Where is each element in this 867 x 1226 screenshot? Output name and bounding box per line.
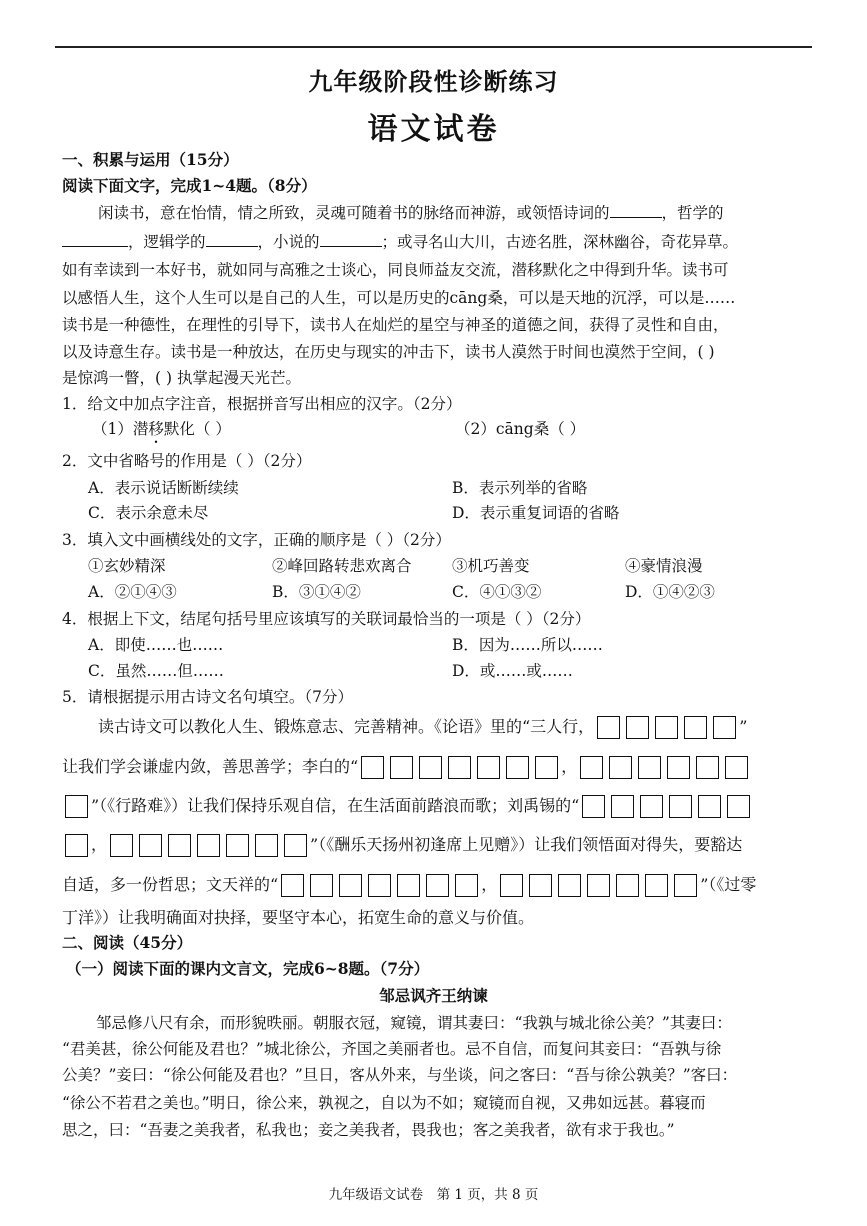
option-c[interactable]: C．④①③② bbox=[452, 583, 542, 601]
passage-line: 以感悟人生，这个人生可以是自己的人生，可以是历史的cāng桑，可以是天地的沉浮，可以是…… bbox=[62, 289, 736, 307]
answer-box[interactable] bbox=[455, 874, 478, 897]
q5-line: 让我们学会谦虚内敛，善思善学；李白的“ ， bbox=[62, 756, 751, 779]
q5-line: ， ”（《酬乐天扬州初逢席上见赠》）让我们领悟面对得失，要豁达 bbox=[62, 834, 742, 857]
answer-box[interactable] bbox=[611, 795, 634, 818]
answer-box[interactable] bbox=[669, 795, 692, 818]
answer-box[interactable] bbox=[616, 874, 639, 897]
passage-line: 是惊鸿一瞥，( ) 执掌起漫天光芒。 bbox=[62, 369, 301, 387]
answer-box[interactable] bbox=[655, 716, 678, 739]
answer-box[interactable] bbox=[597, 716, 620, 739]
answer-box[interactable] bbox=[638, 756, 661, 779]
answer-box[interactable] bbox=[535, 756, 558, 779]
answer-box[interactable] bbox=[500, 874, 523, 897]
answer-box[interactable] bbox=[609, 756, 632, 779]
answer-box[interactable] bbox=[506, 756, 529, 779]
answer-box[interactable] bbox=[284, 834, 307, 857]
answer-box[interactable] bbox=[110, 834, 133, 857]
option-c[interactable]: C．表示余意未尽 bbox=[88, 504, 209, 522]
header-rule bbox=[55, 46, 812, 48]
phrase-4: ④豪情浪漫 bbox=[625, 557, 703, 575]
q5-line: 丁洋》）让我明确面对抉择，要坚守本心，拓宽生命的意义与价值。 bbox=[62, 908, 535, 927]
answer-box[interactable] bbox=[281, 874, 304, 897]
classical-line: “君美甚，徐公何能及君也？”城北徐公，齐国之美丽者也。忌不自信，而复问其妾曰：“吾孰与徐 bbox=[62, 1040, 722, 1058]
classical-line: “徐公不若君之美也。”明日，徐公来，孰视之，自以为不如；窥镜而自视，又弗如远甚。暮寝而 bbox=[62, 1094, 706, 1112]
answer-box[interactable] bbox=[529, 874, 552, 897]
fill-blank[interactable] bbox=[610, 202, 662, 218]
exam-title: 九年级阶段性诊断练习 bbox=[308, 67, 559, 96]
answer-box[interactable] bbox=[197, 834, 220, 857]
q5-line: 自适，多一份哲思；文天祥的“ ， ”（《过零 bbox=[62, 874, 756, 897]
answer-box[interactable] bbox=[397, 874, 420, 897]
classical-line: 思之，曰：“吾妻之美我者，私我也；妾之美我者，畏我也；客之美我者，欲有求于我也。” bbox=[62, 1121, 675, 1139]
answer-box[interactable] bbox=[667, 756, 690, 779]
fill-blank[interactable] bbox=[320, 231, 382, 247]
answer-box[interactable] bbox=[645, 874, 668, 897]
section-heading: 二、阅读（45分） bbox=[62, 933, 193, 952]
answer-box[interactable] bbox=[339, 874, 362, 897]
passage-line: ，逻辑学的 ，小说的 ；或寻名山大川，古迹名胜，深林幽谷，奇花异草。 bbox=[62, 231, 738, 253]
question-2: 2．文中省略号的作用是（ ）（2分） bbox=[62, 452, 312, 470]
answer-box[interactable] bbox=[580, 756, 603, 779]
answer-box[interactable] bbox=[310, 874, 333, 897]
q5-line: 读古诗文可以教化人生、锻炼意志、完善精神。《论语》里的“三人行， ” bbox=[98, 716, 747, 739]
answer-box[interactable] bbox=[65, 834, 88, 857]
option-c[interactable]: C．虽然……但…… bbox=[88, 662, 224, 680]
answer-box[interactable] bbox=[226, 834, 249, 857]
option-a[interactable]: A．表示说话断断续续 bbox=[88, 479, 239, 497]
option-b[interactable]: B．表示列举的省略 bbox=[452, 479, 588, 497]
answer-box[interactable] bbox=[727, 795, 750, 818]
answer-box[interactable] bbox=[725, 756, 748, 779]
option-b[interactable]: B．③①④② bbox=[272, 583, 361, 601]
option-a[interactable]: A．②①④③ bbox=[88, 583, 177, 601]
question-4: 4．根据上下文，结尾句括号里应该填写的关联词最恰当的一项是（ ）（2分） bbox=[62, 610, 591, 628]
answer-box[interactable] bbox=[713, 716, 736, 739]
answer-box[interactable] bbox=[477, 756, 500, 779]
subject-title: 语文试卷 bbox=[367, 112, 500, 147]
q5-line: ”（《行路难》）让我们保持乐观自信，在生活面前踏浪而歌；刘禹锡的“ bbox=[62, 795, 753, 818]
passage-line: 以及诗意生存。读书是一种放达，在历史与现实的冲击下，读书人漠然于时间也漠然于空间，( ) bbox=[62, 343, 715, 361]
answer-box[interactable] bbox=[419, 756, 442, 779]
phrase-1: ①玄妙精深 bbox=[88, 557, 166, 575]
phrase-2: ②峰回路转悲欢离合 bbox=[272, 557, 412, 575]
passage-line: 读书是一种德性，在理性的引导下，读书人在灿烂的星空与神圣的道德之间，获得了灵性和自由， bbox=[62, 316, 729, 334]
answer-box[interactable] bbox=[390, 756, 413, 779]
classical-title: 邹忌讽齐王纳谏 bbox=[379, 986, 488, 1005]
answer-box[interactable] bbox=[626, 716, 649, 739]
fill-blank[interactable] bbox=[62, 231, 128, 247]
answer-box[interactable] bbox=[674, 874, 697, 897]
answer-box[interactable] bbox=[448, 756, 471, 779]
answer-box[interactable] bbox=[640, 795, 663, 818]
answer-box[interactable] bbox=[587, 874, 610, 897]
fill-blank[interactable] bbox=[206, 231, 258, 247]
answer-box[interactable] bbox=[168, 834, 191, 857]
passage-line: 闲读书，意在怡情，情之所致，灵魂可随着书的脉络而神游，或领悟诗词的 ，哲学的 bbox=[98, 204, 724, 222]
classical-line: 公美？”妾曰：“徐公何能及君也？”旦日，客从外来，与坐谈，问之客曰：“吾与徐公孰美？”客曰： bbox=[62, 1066, 738, 1084]
subsection-heading: （一）阅读下面的课内文言文，完成6~8题。（7分） bbox=[66, 959, 430, 978]
option-d[interactable]: D．①④②③ bbox=[625, 583, 715, 601]
option-d[interactable]: D．或……或…… bbox=[452, 662, 573, 680]
answer-box[interactable] bbox=[65, 795, 88, 818]
answer-box[interactable] bbox=[698, 795, 721, 818]
section-heading: 一、积累与运用（15分） bbox=[62, 150, 239, 169]
answer-box[interactable] bbox=[139, 834, 162, 857]
q1-item-2: （2）cāng桑（ ） bbox=[455, 420, 586, 438]
answer-box[interactable] bbox=[255, 834, 278, 857]
answer-box[interactable] bbox=[558, 874, 581, 897]
option-d[interactable]: D．表示重复词语的省略 bbox=[452, 504, 620, 522]
option-a[interactable]: A．即使……也…… bbox=[88, 636, 224, 654]
question-5: 5．请根据提示用古诗文名句填空。（7分） bbox=[62, 688, 353, 706]
passage-line: 如有幸读到一本好书，就如同与高雅之士谈心，同良师益友交流，潜移默化之中得到升华。读书可 bbox=[62, 261, 729, 279]
option-b[interactable]: B．因为……所以…… bbox=[452, 636, 603, 654]
answer-box[interactable] bbox=[361, 756, 384, 779]
q1-item-1: （1）潜移默化（ ） bbox=[92, 420, 231, 438]
answer-box[interactable] bbox=[582, 795, 605, 818]
answer-box[interactable] bbox=[368, 874, 391, 897]
answer-box[interactable] bbox=[684, 716, 707, 739]
passage-instructions: 阅读下面文字，完成1~4题。（8分） bbox=[62, 176, 317, 195]
page-footer: 九年级语文试卷 第 1 页，共 8 页 bbox=[328, 1187, 539, 1203]
classical-line: 邹忌修八尺有余，而形貌昳丽。朝服衣冠，窥镜，谓其妻曰：“我孰与城北徐公美？”其妻曰： bbox=[96, 1014, 732, 1032]
answer-box[interactable] bbox=[696, 756, 719, 779]
question-3: 3．填入文中画横线处的文字，正确的顺序是（ ）（2分） bbox=[62, 531, 451, 549]
answer-box[interactable] bbox=[426, 874, 449, 897]
phrase-3: ③机巧善变 bbox=[452, 557, 530, 575]
question-1: 1．给文中加点字注音，根据拼音写出相应的汉字。（2分） bbox=[62, 395, 462, 413]
